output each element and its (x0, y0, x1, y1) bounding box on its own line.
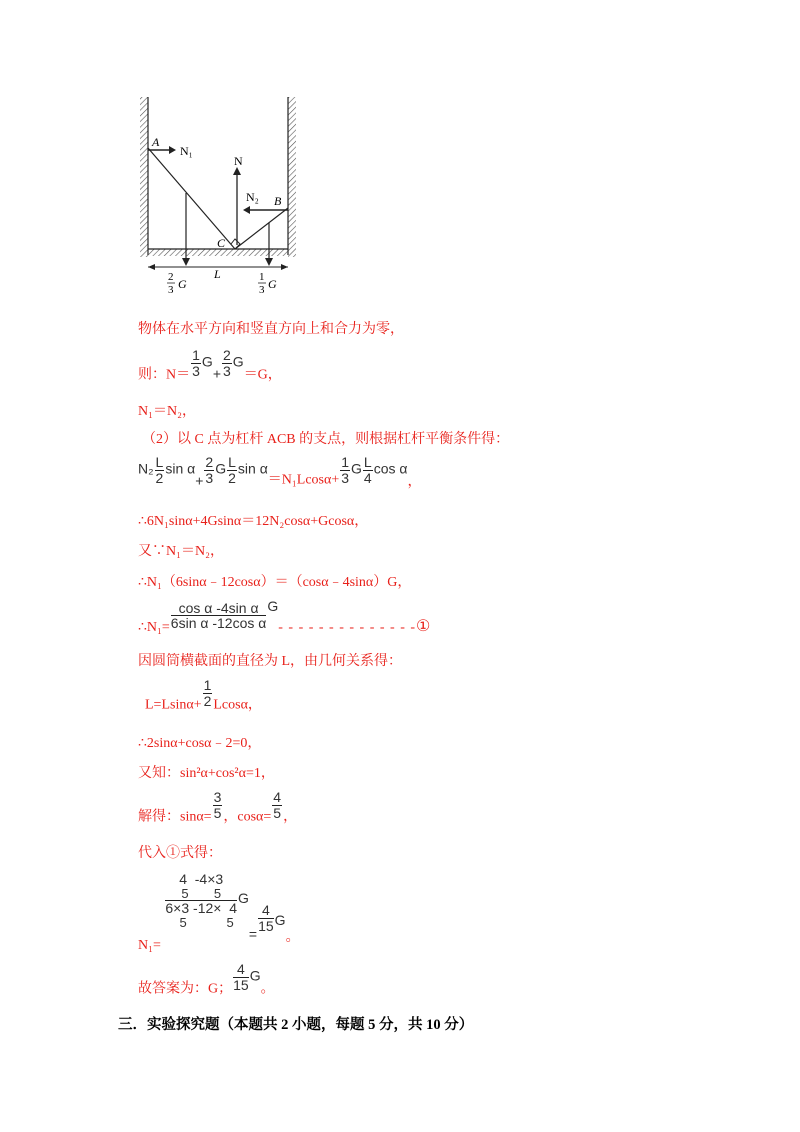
sin-term: sin α (165, 460, 196, 477)
text-line-3: N₁＝N₂， (138, 404, 196, 419)
denominator: 2 (155, 469, 164, 486)
fraction (155, 455, 165, 485)
t16-pre: N₁= (138, 938, 161, 954)
fraction (227, 455, 237, 485)
plus-sign: + (195, 472, 204, 489)
numerator: L (228, 454, 236, 470)
g-left-den: 3 (168, 284, 174, 296)
t2-pre: 则：N＝ (138, 367, 191, 383)
denominator: 2 (228, 469, 236, 486)
denominator: 6sin α -12cos α (170, 615, 267, 632)
text-line-2 (138, 348, 282, 383)
left-wall (140, 97, 148, 257)
numerator-row: 4 -4×3 (179, 871, 224, 887)
numerator: 1 (192, 347, 200, 363)
t9-pre: ∴N₁= (138, 620, 170, 635)
t14-post: ， (283, 809, 298, 825)
compound-numerator (165, 872, 237, 901)
fraction (272, 790, 282, 820)
g-symbol: G (238, 890, 249, 907)
g-symbol: G (267, 598, 279, 614)
denominator: 15 (258, 918, 274, 935)
label-c: C (217, 236, 226, 250)
fraction (222, 348, 232, 378)
denominator: 5 (213, 804, 222, 821)
denominator: 15 (233, 976, 249, 993)
text-line-11 (145, 678, 262, 713)
text-line-16 (138, 872, 300, 954)
numerator: 3 (213, 789, 222, 805)
fraction (204, 455, 214, 485)
g-right-unit: G (268, 277, 277, 291)
t11-pre: L=Lsinα+ (145, 697, 202, 713)
label-n1: N₁ (180, 144, 193, 158)
denominator: 3 (192, 362, 200, 379)
numerator: 4 (233, 962, 249, 978)
text-line-15: 代入①式得： (138, 846, 222, 861)
plus-sign: + (212, 365, 221, 382)
g-left-num: 2 (168, 271, 174, 283)
g-symbol: G (249, 967, 261, 984)
text-line-8: ∴N₁（6sinα﹣12cosα）＝（cosα﹣4sinα）G， (138, 575, 412, 590)
fraction (191, 348, 201, 378)
text-line-7: 又∵N₁＝N₂， (138, 544, 224, 559)
denominator-row: 6×3 -12× 4 (165, 900, 238, 917)
cos-term: cos α (373, 460, 408, 477)
n2-symbol: N₂ (138, 460, 154, 477)
compound-fraction (165, 872, 237, 930)
t5-mid: ＝N₁Lcosα+ (267, 472, 340, 488)
label-n2: N₂ (246, 190, 259, 204)
text-line-1: 物体在水平方向和竖直方向上和合力为零， (138, 322, 404, 337)
g-symbol: G (274, 912, 286, 929)
n-arrow-icon (233, 167, 241, 175)
t16-end: 。 (285, 930, 300, 946)
section-heading: 三．实验探究题（本题共 2 小题，每题 5 分，共 10 分） (118, 1017, 474, 1033)
rod-ac (148, 148, 235, 249)
sin-term: sin α (237, 460, 268, 477)
lever-diagram (138, 95, 308, 305)
text-line-6: ∴6N₁sinα+4Gsinα＝12N₂cosα+Gcosα， (138, 514, 369, 529)
fraction (171, 601, 267, 631)
text-line-5 (138, 455, 422, 490)
text-line-17 (138, 962, 275, 997)
numerator: cos α -4sin α (171, 601, 267, 617)
text-line-12: ∴2sinα+cosα﹣2=0， (138, 736, 262, 751)
t5-end: ， (407, 474, 422, 490)
denominator: 3 (205, 469, 214, 486)
numerator: 2 (205, 454, 214, 470)
n2-arrow-icon (243, 206, 250, 214)
label-l: L (214, 267, 221, 281)
numerator: 1 (341, 454, 350, 470)
fraction (203, 678, 213, 708)
rod-cb (235, 208, 288, 249)
fraction (340, 455, 350, 485)
t14-pre: 解得：sinα= (138, 809, 212, 825)
denominator-denominators: 5 5 (168, 915, 234, 931)
numerator: L (155, 454, 164, 470)
denominator: 3 (341, 469, 350, 486)
g-symbol: G (201, 353, 213, 370)
numerator: 4 (273, 789, 282, 805)
g-right-den: 3 (259, 284, 265, 296)
fraction (363, 455, 373, 485)
equals-sign: = (248, 926, 258, 943)
denominator: 5 (273, 804, 282, 821)
t17-pre: 故答案为：G； (138, 981, 233, 997)
fraction (258, 903, 274, 933)
numerator-denominators: 5 5 (181, 885, 222, 901)
right-wall (288, 97, 296, 257)
denominator: 3 (223, 362, 231, 379)
numerator: L (363, 454, 372, 470)
denominator: 4 (363, 469, 372, 486)
t2-post: ＝G， (243, 367, 282, 383)
circled-one: ① (416, 618, 431, 635)
t17-end: 。 (260, 981, 275, 997)
compound-denominator (165, 901, 237, 929)
numerator: 2 (223, 347, 231, 363)
text-line-14 (138, 790, 297, 825)
t11-post: Lcosα， (213, 697, 262, 713)
floor (148, 249, 288, 256)
text-line-13: 又知：sin²α+cos²α=1， (138, 766, 275, 781)
denominator: 2 (203, 692, 212, 709)
g-symbol: G (215, 460, 227, 477)
fraction (213, 790, 223, 820)
g-right-num: 1 (259, 271, 265, 283)
numerator: 1 (203, 677, 212, 693)
numerator: 4 (258, 903, 274, 919)
weight-left-arrow-icon (182, 258, 190, 266)
text-line-10: 因圆筒横截面的直径为 L，由几何关系得： (138, 654, 403, 669)
label-b: B (274, 194, 282, 208)
g-left-unit: G (178, 277, 187, 291)
n1-arrow-icon (169, 146, 176, 154)
fraction (233, 962, 249, 992)
label-n: N (234, 154, 243, 168)
label-a: A (152, 135, 160, 149)
g-symbol: G (351, 460, 362, 477)
weight-right-arrow-icon (265, 258, 273, 266)
g-symbol: G (232, 353, 244, 370)
t14-mid: ，cosα= (223, 809, 272, 825)
text-line-9 (138, 598, 430, 636)
text-line-4: （2）以 C 点为杠杆 ACB 的支点，则根据杠杆平衡条件得： (142, 432, 510, 447)
dash-leader: - - - - - - - - - - - - - - (278, 620, 417, 635)
